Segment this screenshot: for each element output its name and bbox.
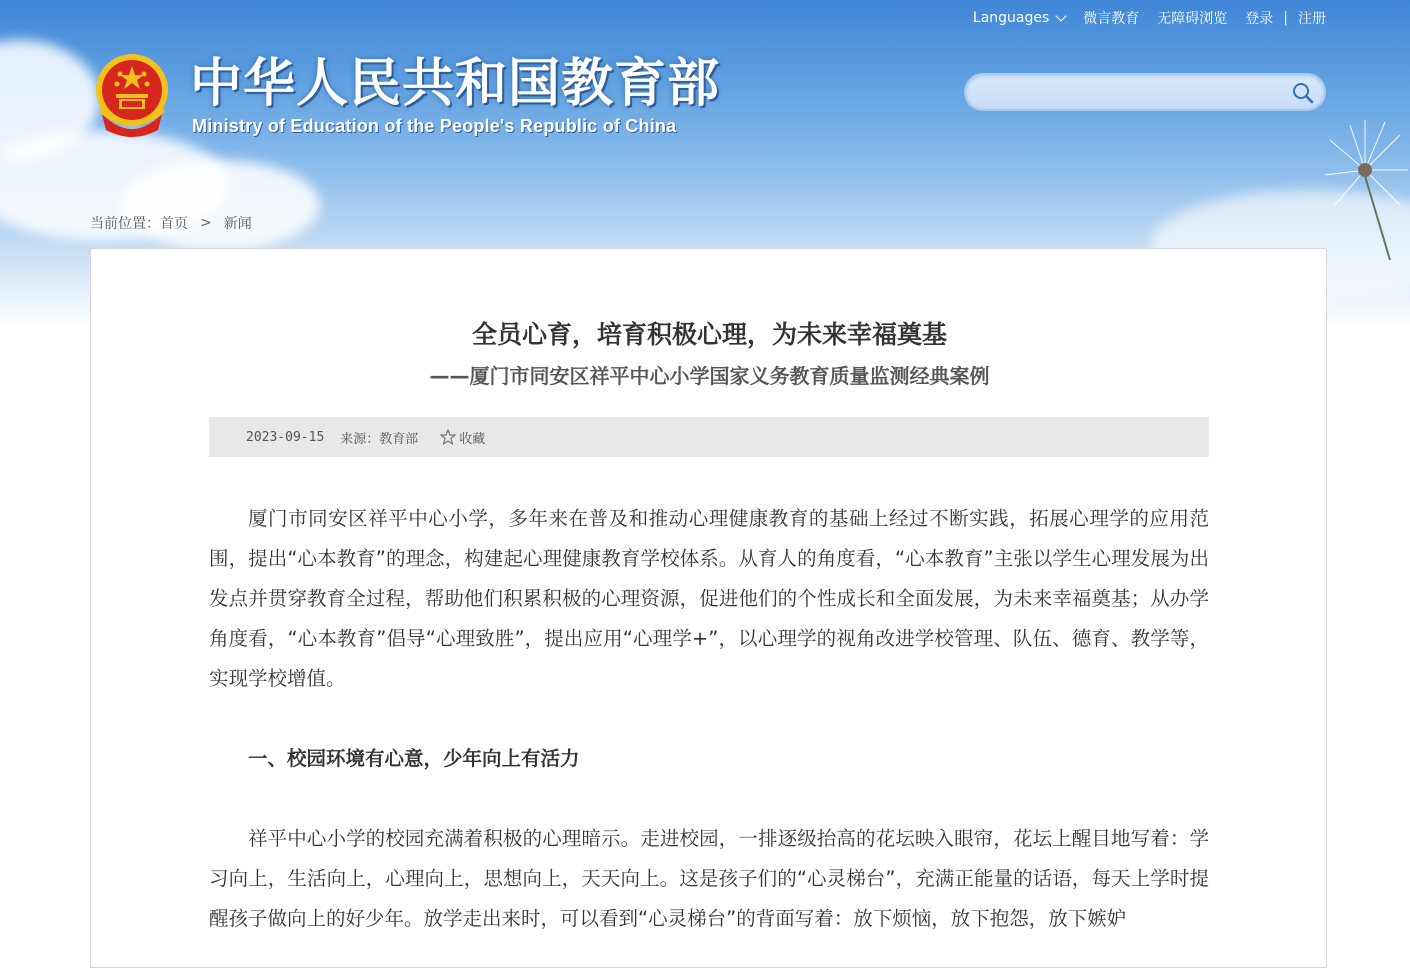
languages-label: Languages (972, 10, 1050, 26)
article-paragraph: 厦门市同安区祥平中心小学，多年来在普及和推动心理健康教育的基础上经过不断实践，拓展心理学的应用范围，提出“心本教育”的理念，构建起心理健康教育学校体系。从育人的角度看，“心本教育”主张以学生心理发展为出发点并贯穿教育全过程，帮助他们积累积极的心理资源，促进他们的个性成长和全面发展，为未来幸福奠基；从办学角度看，“心本教育”倡导“心理致胜”，提出应用“心理学+”，以心理学的视角改进学校管理、队伍、德育、教学等，实现学校增值。 (209, 507, 1209, 690)
breadcrumb-news-link[interactable]: 新闻 (223, 216, 252, 232)
site-title[interactable]: 中华人民共和国教育部 (190, 53, 721, 114)
article-card (90, 248, 1327, 968)
search-input[interactable] (980, 81, 1284, 105)
site-subtitle: Ministry of Education of the People's Republic of China (192, 116, 677, 136)
wechat-link[interactable]: 微言教育 (1083, 11, 1140, 27)
chevron-down-icon (1056, 10, 1067, 21)
favorite-button[interactable] (440, 428, 485, 447)
cloud-decoration (120, 160, 320, 250)
national-emblem-icon[interactable] (92, 52, 172, 138)
favorite-label: 收藏 (459, 431, 486, 447)
top-navigation (973, 8, 1326, 28)
article-date: 2023-09-15 (246, 429, 325, 445)
article-meta-bar (209, 417, 1209, 457)
section-heading: 一、校园环境有心意，少年向上有活力 (248, 747, 580, 770)
login-link[interactable]: 登录 (1245, 11, 1274, 27)
languages-dropdown[interactable] (973, 10, 1065, 26)
accessibility-link[interactable]: 无障碍浏览 (1157, 11, 1228, 27)
article-title: 全员心育，培育积极心理，为未来幸福奠基 (471, 320, 947, 349)
breadcrumb-label: 当前位置： (90, 216, 160, 232)
breadcrumb-home-link[interactable]: 首页 (160, 216, 188, 232)
breadcrumb (90, 213, 252, 233)
breadcrumb-separator: > (200, 215, 212, 231)
register-link[interactable]: 注册 (1298, 11, 1326, 27)
search-icon[interactable] (1292, 82, 1314, 104)
nav-separator: | (1283, 10, 1288, 26)
search-box (964, 73, 1326, 111)
dandelion-decoration (1320, 110, 1410, 260)
article-subtitle: ——厦门市同安区祥平中心小学国家义务教育质量监测经典案例 (429, 364, 990, 388)
star-icon (440, 429, 456, 445)
article-source: 来源：教育部 (340, 431, 419, 447)
article-body (209, 499, 1209, 939)
article-paragraph: 祥平中心小学的校园充满着积极的心理暗示。走进校园，一排逐级抬高的花坛映入眼帘，花坛上醒目地写着：学习向上，生活向上，心理向上，思想向上，天天向上。这是孩子们的“心灵梯台”，充满正能量的话语，每天上学时提醒孩子做向上的好少年。放学走出来时，可以看到“心灵梯台”的背面写着：放下烦恼，放下抱怨，放下嫉妒 (209, 827, 1209, 930)
